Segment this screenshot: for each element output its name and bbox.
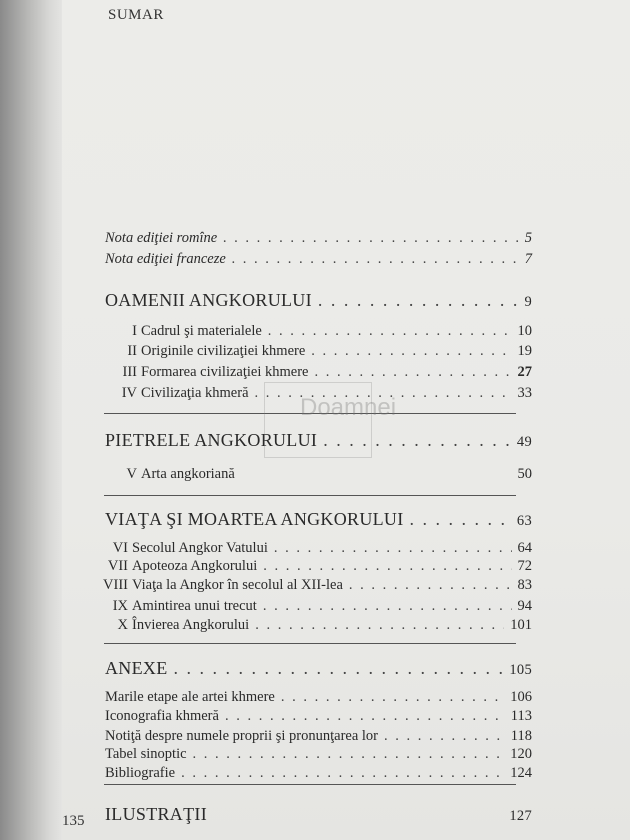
annex-label: Tabel sinoptic [105,746,187,762]
dot-leader [223,230,519,247]
chapter-page: 10 [517,323,532,339]
dot-leader [268,323,512,340]
chapter-numeral: VIII [103,577,128,593]
chapter-label: Formarea civilizaţiei khmere [141,364,309,380]
toc-part-viata[interactable] [0,509,630,531]
toc-entry-intro-1[interactable] [0,230,630,252]
chapter-label: Arta angkoriană [141,466,235,482]
dot-leader [193,746,505,763]
annex-label: Marile etape ale artei khmere [105,689,275,705]
chapter-page: 50 [517,466,532,482]
toc-entry-page: 7 [524,251,532,267]
toc-part-page: 127 [509,808,532,824]
toc-part-title: ILUSTRAŢII [105,804,207,824]
chapter-numeral: VII [107,558,128,574]
page-number: 135 [62,813,85,829]
chapter-label: Amintirea unui trecut [132,598,257,614]
chapter-page: 64 [517,540,532,556]
dot-leader [263,558,511,575]
toc-part-page: 49 [516,434,532,450]
toc-part-anexe[interactable] [0,658,630,680]
toc-annex-iconografia[interactable] [0,708,630,730]
section-divider [104,643,516,644]
toc-entry-label: Nota ediţiei romîne [105,230,218,246]
chapter-numeral: V [126,466,137,482]
toc-part-page: 63 [516,513,532,529]
annex-page: 106 [510,689,532,705]
chapter-numeral: X [117,617,128,633]
dot-leader [349,577,512,594]
dot-leader [314,364,511,381]
annex-label: Iconografia khmeră [105,708,219,724]
toc-part-page: 9 [524,294,532,310]
annex-page: 124 [510,765,532,781]
dot-leader [225,708,505,725]
dot-leader [318,290,519,311]
watermark-text: Doamnei [300,394,397,421]
chapter-page: 19 [517,343,532,359]
chapter-page: 94 [517,598,532,614]
chapter-label: Apoteoza Angkorului [132,558,258,574]
toc-part-oamenii[interactable] [0,290,630,312]
toc-chapter-v[interactable] [0,466,630,488]
toc-part-title: OAMENII ANGKORULUI [105,290,312,310]
chapter-numeral: III [122,364,137,380]
dot-leader [255,617,504,634]
toc-chapter-i[interactable] [0,323,630,345]
chapter-label: Originile civilizaţiei khmere [141,343,306,359]
dot-leader [181,765,504,782]
toc-part-title: ANEXE [105,658,168,678]
toc-entry-label: Nota ediţiei franceze [105,251,226,267]
annex-label: Notiţă despre numele proprii şi pronunţarea lor [105,728,379,744]
toc-chapter-viii[interactable] [0,577,630,599]
page-title: SUMAR [108,7,164,23]
toc-part-title: PIETRELE ANGKORULUI [105,430,318,450]
dot-leader [384,728,505,745]
dot-leader [174,658,504,679]
dot-leader [311,343,511,360]
chapter-numeral: II [127,343,137,359]
chapter-label: Cadrul şi materialele [141,323,262,339]
toc-chapter-ii[interactable] [0,343,630,365]
section-divider [104,495,516,496]
chapter-page: 83 [517,577,532,593]
dot-leader [274,540,512,557]
chapter-numeral: IX [112,598,128,614]
chapter-label: Civilizaţia khmeră [141,385,249,401]
chapter-numeral: VI [112,540,128,556]
dot-leader [410,509,511,530]
chapter-page: 33 [517,385,532,401]
chapter-numeral: IV [121,385,137,401]
annex-page: 120 [510,746,532,762]
chapter-label: Viaţa la Angkor în secolul al XII-lea [132,577,343,593]
chapter-page: 101 [510,617,532,633]
dot-leader [281,689,504,706]
annex-page: 118 [510,728,532,744]
annex-page: 113 [510,708,532,724]
toc-part-title: VIAŢA ŞI MOARTEA ANGKORULUI [105,509,404,529]
toc-chapter-x[interactable] [0,617,630,639]
dot-leader [232,251,519,268]
toc-entry-intro-2[interactable] [0,251,630,273]
chapter-label: Secolul Angkor Vatului [132,540,268,556]
chapter-page: 72 [517,558,532,574]
dot-leader [263,598,512,615]
chapter-label: Învierea Angkorului [132,617,250,633]
annex-label: Bibliografie [105,765,176,781]
toc-entry-page: 5 [524,230,532,246]
chapter-numeral: I [132,323,137,339]
section-divider [104,784,516,785]
toc-part-page: 105 [509,662,532,678]
chapter-page: 27 [517,364,532,380]
